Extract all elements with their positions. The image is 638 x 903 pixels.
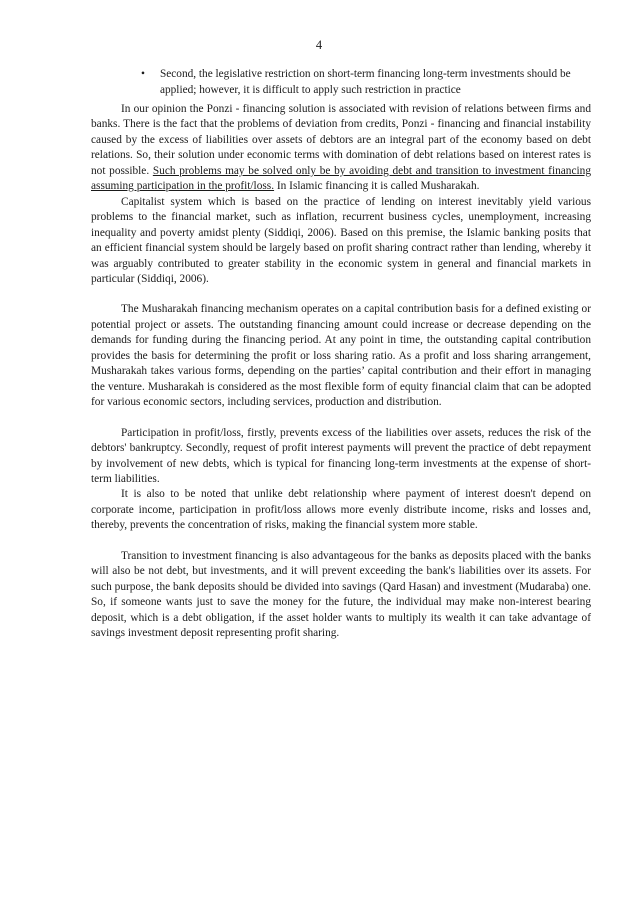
paragraph-capitalist: Capitalist system which is based on the practice of lending on interest inevitably yield various problems to the financial market, such as inflation, recurrent business cycles, unemployment, increasing inequality and poverty amidst plenty (Siddiqi, 2006). Based on this premise, the Islamic banking posits that an efficient financial system should be largely based on profit sharing contract rather than lending, whereby it was arguably contributed to greater stability in the economic system in general and financial markets in particular (Siddiqi, 2006). [91,195,591,285]
paragraph-participation: Participation in profit/loss, firstly, prevents excess of the liabilities over assets, reduces the risk of the debtors' bankruptcy. Secondly, request of profit interest payments will prevent the practice of debt repayment by involvement of new debts, which is typical for financing long-term investments at the expense of short-term liabilities. [91,426,591,485]
paragraph-unlike-debt: It is also to be noted that unlike debt relationship where payment of interest doesn't depend on corporate income, participation in profit/loss allows more evenly distribute income, risks and losses and, thereby, prevents the concentration of risks, making the financial system more stable. [91,488,591,532]
bullet-item [141,67,590,98]
paragraph-ponzi [91,102,591,195]
paragraph-text: In Islamic financing it is called Musharakah. [274,180,480,193]
paragraph-text: In our opinion the Ponzi - financing solution is associated with revision of relations between firms and banks. There is the fact that the problems of deviation from credits, Ponzi - financing and financial instability caused by the excess of liabilities over assets of debtors are an integral part of the economy based on debt relations. So, their solution under economic terms with domination of debt relations based on interest rates is not possible. [91,103,591,177]
page-number: 4 [315,38,323,52]
body-text [91,102,591,642]
underlined-sentence: Such problems may be solved only be by avoiding debt and transition to investment financing assuming participation in the profit/loss. [91,164,591,193]
bullet-list [0,67,638,98]
bullet-text: Second, the legislative restriction on short-term financing long-term investments should be applied; however, it is difficult to apply such restriction in practice [160,68,571,96]
paragraph-transition: Transition to investment financing is also advantageous for the banks as deposits placed with the banks will also be not debt, but investments, and it will prevent exceeding the bank's liabilities over its assets. For such purpose, the bank deposits should be divided into savings (Qard Hasan) and investment (Mudaraba) one. So, if someone wants just to save the money for the future, the individual may make non-interest bearing deposit, which is a debt obligation, if the asset holder wants to multiply its wealth it can take advantage of savings investment deposit representing profit sharing. [91,549,591,640]
bullet-icon: • [141,68,145,80]
paragraph-musharakah: The Musharakah financing mechanism operates on a capital contribution basis for a defined existing or potential project or assets. The outstanding financing amount could increase or decrease depending on the demands for funding during the financing period. At any point in time, the outstanding capital contribution provides the basis for determining the profit or loss sharing ratio. As a profit and loss sharing arrangement, Musharakah takes various forms, depending on the parties’ capital contribution and their effort in managing the venture. Musharakah is considered as the most flexible form of equity financial claim that can be adopted for various economic sectors, including services, production and distribution. [91,303,591,409]
